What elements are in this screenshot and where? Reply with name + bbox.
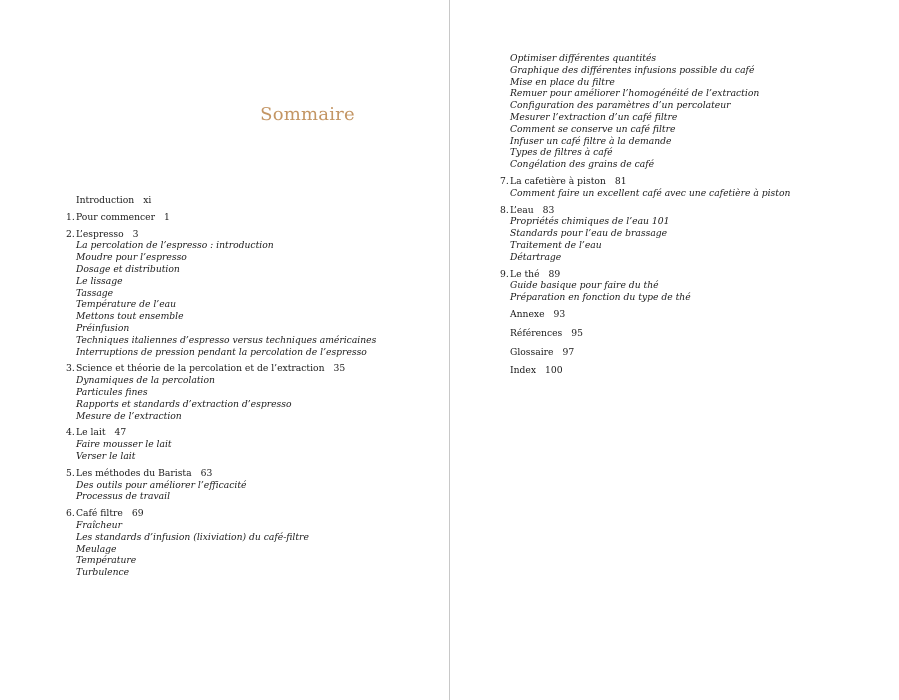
subsection-list xyxy=(500,280,880,304)
chapter-number: 5. xyxy=(66,467,75,479)
chapter-number: 1. xyxy=(66,211,75,223)
subsection-item[interactable]: Mise en place du filtre xyxy=(510,76,615,88)
toc-glossaire[interactable] xyxy=(500,347,880,359)
subsection-item[interactable]: Fraîcheur xyxy=(76,519,122,531)
subsection-item[interactable]: Les standards d’infusion (lixiviation) du café-filtre xyxy=(76,531,309,543)
toc-chapter-7[interactable] xyxy=(500,176,880,200)
subsection-item[interactable]: Tassage xyxy=(76,287,114,299)
chapter-title: Les méthodes du Barista xyxy=(76,467,192,479)
chapter-title: La cafetière à piston xyxy=(510,175,606,187)
subsection-item[interactable]: Traitement de l’eau xyxy=(510,239,602,251)
subsection-list xyxy=(500,216,880,263)
toc-chapter-5[interactable] xyxy=(66,468,436,503)
subsection-item[interactable]: Mettons tout ensemble xyxy=(76,311,184,323)
chapter-number: 6. xyxy=(66,508,75,520)
chapter-number: 2. xyxy=(66,228,75,240)
toc-chapter-4[interactable] xyxy=(66,427,436,462)
subsection-item[interactable]: Remuer pour améliorer l’homogénéité de l’extraction xyxy=(510,88,760,100)
chapter-title: Glossaire xyxy=(510,346,554,358)
subsection-item[interactable]: Mesure de l’extraction xyxy=(76,410,182,422)
chapter-page: 35 xyxy=(333,363,346,375)
subsection-item[interactable]: Types de filtres à café xyxy=(510,147,613,159)
chapter-title: Annexe xyxy=(510,308,545,320)
toc-chapter-6[interactable] xyxy=(66,508,436,579)
toc-right xyxy=(500,53,880,382)
subsection-item[interactable]: Détartrage xyxy=(510,251,562,263)
chapter-page: 89 xyxy=(548,268,561,280)
toc-chapter-9[interactable] xyxy=(500,269,880,304)
subsection-item[interactable]: Température xyxy=(76,555,137,567)
subsection-item[interactable]: Température de l’eau xyxy=(76,299,177,311)
subsection-item[interactable]: Infuser un café filtre à la demande xyxy=(510,135,672,147)
chapter-number: 4. xyxy=(66,427,75,439)
chapter-page: 69 xyxy=(131,508,144,520)
subsection-item[interactable]: Configuration des paramètres d’un percolateur xyxy=(510,100,731,112)
subsection-item[interactable]: Processus de travail xyxy=(76,491,171,503)
subsection-item[interactable]: Optimiser différentes quantités xyxy=(510,53,657,64)
chapter-page: 93 xyxy=(553,308,566,320)
chapter-page: 47 xyxy=(114,427,127,439)
chapter-title: Le thé xyxy=(510,268,540,280)
subsection-item[interactable]: Dynamiques de la percolation xyxy=(76,375,215,387)
chapter-page: 95 xyxy=(571,327,583,339)
subsection-item[interactable]: Turbulence xyxy=(76,567,130,579)
subsection-list xyxy=(66,480,436,504)
subsection-item[interactable]: Techniques italiennes d’espresso versus techniques américaines xyxy=(76,334,377,346)
chapter-page: 1 xyxy=(164,211,170,223)
page-title: Sommaire xyxy=(260,104,355,125)
toc-references[interactable] xyxy=(500,328,880,340)
toc-left xyxy=(66,195,436,584)
toc-chapter-2[interactable] xyxy=(66,229,436,359)
subsection-item[interactable]: Comment se conserve un café filtre xyxy=(510,123,676,135)
toc-index[interactable] xyxy=(500,365,880,377)
toc-introduction[interactable] xyxy=(66,195,436,207)
toc-annexe[interactable] xyxy=(500,309,880,321)
subsection-item[interactable]: Propriétés chimiques de l’eau 101 xyxy=(510,216,670,228)
subsection-item[interactable]: Mesurer l’extraction d’un café filtre xyxy=(510,111,678,123)
chapter-title: L’espresso xyxy=(76,228,124,240)
chapter-title: Café filtre xyxy=(76,508,123,520)
subsection-list xyxy=(500,188,880,200)
chapter-number: 8. xyxy=(500,204,509,216)
chapter-title: Science et théorie de la percolation et de l’extraction xyxy=(76,363,325,375)
subsection-item[interactable]: Comment faire un excellent café avec une cafetière à piston xyxy=(510,187,791,199)
chapter-title: Le lait xyxy=(76,427,106,439)
chapter-title: Références xyxy=(510,327,563,339)
chapter-number: 3. xyxy=(66,363,75,375)
subsection-item[interactable]: Particules fines xyxy=(76,386,148,398)
subsection-list xyxy=(66,520,436,579)
chapter-page: 83 xyxy=(542,204,555,216)
subsection-item[interactable]: Dosage et distribution xyxy=(76,263,180,275)
subsection-item[interactable]: Interruptions de pression pendant la percolation de l’espresso xyxy=(76,346,367,358)
chapter-title: Pour commencer xyxy=(76,211,155,223)
subsection-item[interactable]: Des outils pour améliorer l’efficacité xyxy=(76,479,247,491)
chapter-page: 3 xyxy=(132,228,139,240)
subsection-item[interactable]: Rapports et standards d’extraction d’espresso xyxy=(76,398,292,410)
chapter-number: 7. xyxy=(500,175,509,187)
subsection-list xyxy=(66,375,436,422)
subsection-item[interactable]: Faire mousser le lait xyxy=(76,439,172,451)
chapter-page: xi xyxy=(143,195,152,206)
subsection-list xyxy=(66,439,436,463)
subsection-item[interactable]: Préparation en fonction du type de thé xyxy=(510,292,691,304)
subsection-list xyxy=(66,240,436,358)
chapter-page: 81 xyxy=(614,175,627,187)
chapter-title: Index xyxy=(510,365,537,377)
toc-chapter-1[interactable] xyxy=(66,212,436,224)
subsection-item[interactable]: Moudre pour l’espresso xyxy=(76,252,187,264)
chapter-title: Introduction xyxy=(76,195,135,206)
chapter-number: 9. xyxy=(500,268,509,280)
subsection-item[interactable]: Graphique des différentes infusions possible du café xyxy=(510,64,755,76)
toc-chapter-8[interactable] xyxy=(500,205,880,264)
subsection-list xyxy=(500,53,880,171)
chapter-page: 97 xyxy=(562,346,575,358)
chapter-page: 63 xyxy=(200,467,213,479)
chapter-title: L’eau xyxy=(510,204,534,216)
subsection-item[interactable]: Standards pour l’eau de brassage xyxy=(510,228,668,240)
subsection-item[interactable]: Verser le lait xyxy=(76,450,136,462)
toc-chapter-3[interactable] xyxy=(66,363,436,422)
subsection-item[interactable]: La percolation de l’espresso : introduction xyxy=(76,240,274,252)
toc-chapter-6-continued xyxy=(500,53,880,171)
subsection-item[interactable]: Préinfusion xyxy=(76,322,130,334)
subsection-item[interactable]: Guide basique pour faire du thé xyxy=(510,280,659,292)
chapter-page: 100 xyxy=(545,365,563,377)
subsection-item[interactable]: Le lissage xyxy=(76,275,123,287)
subsection-item[interactable]: Meulage xyxy=(76,543,117,555)
subsection-item[interactable]: Congélation des grains de café xyxy=(510,159,655,171)
